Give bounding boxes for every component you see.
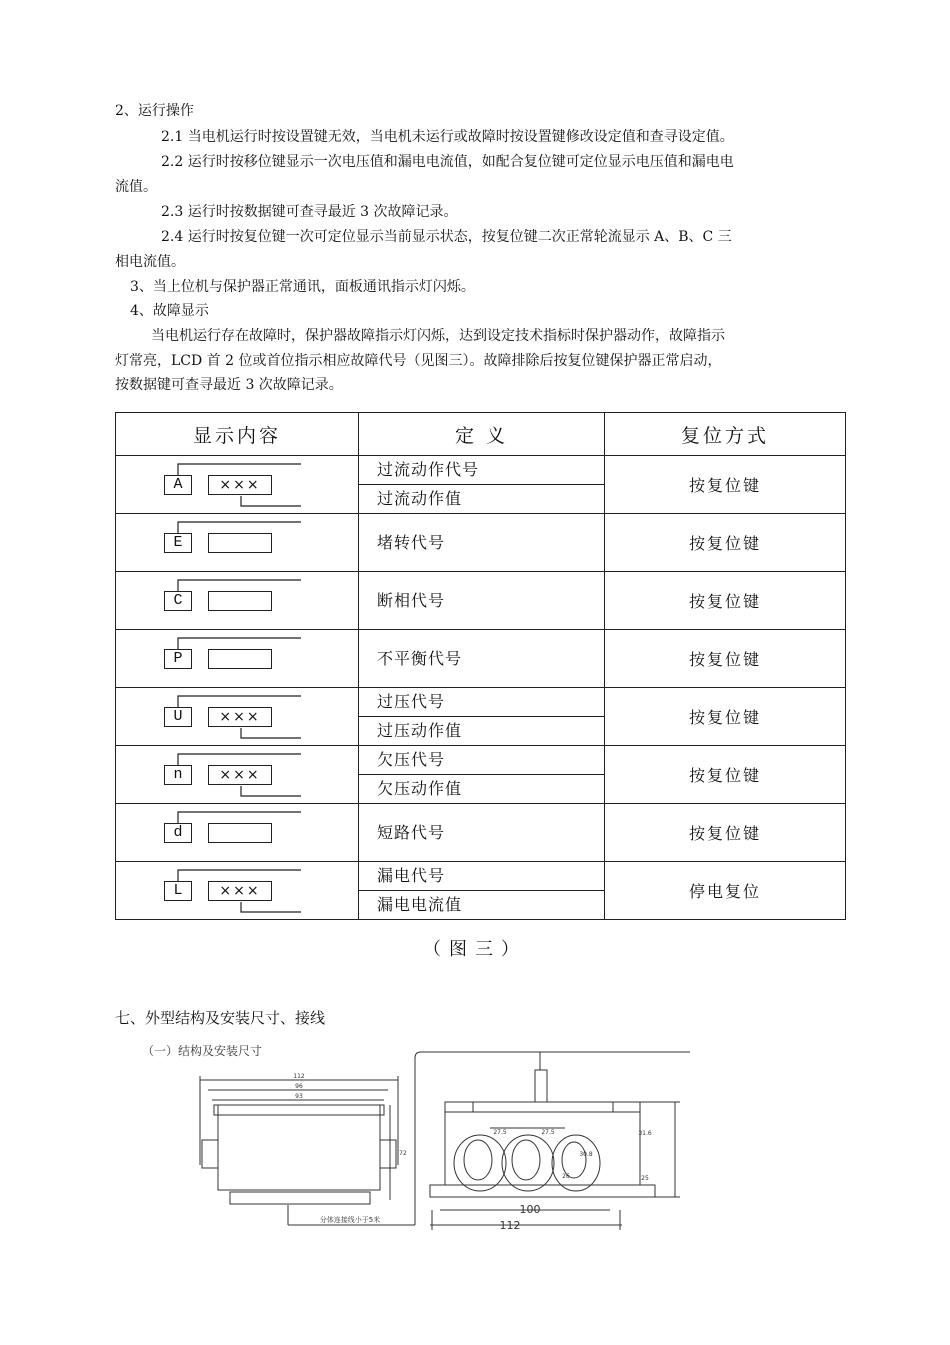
fault-code-box: C bbox=[164, 591, 192, 611]
value-box: ××× bbox=[208, 707, 272, 727]
table-row bbox=[116, 572, 846, 630]
paragraph-2-2-line2: 流值。 bbox=[115, 179, 157, 195]
fault-code-table bbox=[115, 412, 846, 920]
display-content-cell bbox=[116, 630, 359, 688]
definition-cell bbox=[359, 804, 605, 862]
definition-code-label: 过流动作代号 bbox=[359, 456, 604, 485]
dim-25: 25 bbox=[641, 1175, 649, 1182]
fault-code-box: n bbox=[164, 765, 192, 785]
table-row bbox=[116, 514, 846, 572]
section-heading: 2、运行操作 bbox=[115, 103, 194, 119]
table-row bbox=[116, 746, 846, 804]
paragraph-2-4-line1: 2.4 运行时按复位键一次可定位显示当前显示状态，按复位键二次正常轮流显示 A、B、C 三 bbox=[161, 229, 732, 245]
installation-drawing bbox=[190, 1050, 710, 1235]
reset-method-cell: 按复位键 bbox=[605, 630, 846, 688]
paragraph-3: 3、当上位机与保护器正常通讯，面板通讯指示灯闪烁。 bbox=[130, 279, 475, 295]
paragraph-2-2-line1: 2.2 运行时按移位键显示一次电压值和漏电电流值，如配合复位键可定位显示电压值和漏电电 bbox=[161, 154, 734, 170]
display-content-cell bbox=[116, 572, 359, 630]
table-row bbox=[116, 862, 846, 920]
dim-112-top: 112 bbox=[293, 1073, 305, 1080]
table-row bbox=[116, 630, 846, 688]
reset-method-cell: 按复位键 bbox=[605, 572, 846, 630]
definition-value-label: 漏电电流值 bbox=[377, 895, 463, 914]
dim-30-8: 30.8 bbox=[579, 1151, 593, 1158]
definition-cell bbox=[359, 688, 605, 746]
definition-value-label: 过压动作值 bbox=[377, 721, 463, 740]
paragraph-2-3: 2.3 运行时按数据键可查寻最近 3 次故障记录。 bbox=[161, 204, 458, 220]
value-box: ××× bbox=[208, 765, 272, 785]
dim-112-bottom: 112 bbox=[499, 1219, 521, 1232]
header-definition: 定 义 bbox=[359, 413, 605, 456]
paragraph-2-4-line2: 相电流值。 bbox=[115, 254, 185, 270]
figure-caption: （图三） bbox=[423, 939, 527, 960]
header-display: 显示内容 bbox=[116, 413, 359, 456]
paragraph-4-heading: 4、故障显示 bbox=[130, 303, 209, 319]
dim-96: 96 bbox=[295, 1083, 303, 1090]
dim-31-6: 31.6 bbox=[638, 1130, 652, 1137]
table-row bbox=[116, 688, 846, 746]
bracket-lines bbox=[116, 862, 316, 920]
bracket-lines bbox=[116, 572, 316, 630]
definition-value-label: 欠压动作值 bbox=[377, 779, 463, 798]
table-row bbox=[116, 456, 846, 514]
dim-26: 26 bbox=[562, 1173, 570, 1180]
display-content-cell bbox=[116, 804, 359, 862]
table-header-row bbox=[116, 413, 846, 456]
reset-method-cell: 按复位键 bbox=[605, 688, 846, 746]
fault-code-box: P bbox=[164, 649, 192, 669]
value-box: ××× bbox=[208, 881, 272, 901]
paragraph-4-line1: 当电机运行存在故障时，保护器故障指示灯闪烁，达到设定技术指标时保护器动作，故障指示 bbox=[151, 328, 725, 344]
fault-code-box: d bbox=[164, 823, 192, 843]
dim-27-5-a: 27.5 bbox=[493, 1129, 507, 1136]
paragraph-2-1: 2.1 当电机运行时按设置键无效，当电机未运行或故障时按设置键修改设定值和查寻设定值。 bbox=[161, 129, 734, 145]
fault-code-box: U bbox=[164, 707, 192, 727]
display-content-cell bbox=[116, 862, 359, 920]
fault-code-box: L bbox=[164, 881, 192, 901]
dim-100: 100 bbox=[519, 1203, 541, 1216]
definition-code-label: 过压代号 bbox=[359, 688, 604, 717]
display-content-cell bbox=[116, 746, 359, 804]
section-7-subheading: （一）结构及安装尺寸 bbox=[142, 1044, 263, 1058]
paragraph-4-line3: 按数据键可查寻最近 3 次故障记录。 bbox=[115, 377, 343, 393]
fault-code-box: E bbox=[164, 533, 192, 553]
definition-code-label: 堵转代号 bbox=[377, 532, 446, 552]
reset-method-cell: 停电复位 bbox=[605, 862, 846, 920]
reset-method-cell: 按复位键 bbox=[605, 746, 846, 804]
reset-method-cell: 按复位键 bbox=[605, 456, 846, 514]
reset-method-cell: 按复位键 bbox=[605, 804, 846, 862]
definition-cell bbox=[359, 514, 605, 572]
definition-code-label: 欠压代号 bbox=[359, 746, 604, 775]
definition-cell bbox=[359, 862, 605, 920]
fault-code-box: A bbox=[164, 475, 192, 495]
bracket-lines bbox=[116, 456, 316, 514]
display-content-cell bbox=[116, 514, 359, 572]
table-row bbox=[116, 804, 846, 862]
bracket-lines bbox=[116, 746, 316, 804]
reset-method-cell: 按复位键 bbox=[605, 514, 846, 572]
definition-code-label: 短路代号 bbox=[377, 822, 446, 842]
definition-cell bbox=[359, 572, 605, 630]
bracket-lines bbox=[116, 688, 316, 746]
definition-code-label: 漏电代号 bbox=[359, 862, 604, 891]
value-box: ××× bbox=[208, 475, 272, 495]
bracket-lines bbox=[116, 514, 316, 572]
bracket-lines bbox=[116, 630, 316, 688]
bracket-lines bbox=[116, 804, 316, 862]
header-reset: 复位方式 bbox=[605, 413, 846, 456]
dim-72: 72 bbox=[399, 1150, 407, 1157]
paragraph-4-line2: 灯常亮，LCD 首 2 位或首位指示相应故障代号（见图三）。故障排除后按复位键保护器正常启动， bbox=[115, 353, 722, 369]
display-content-cell bbox=[116, 456, 359, 514]
section-7-heading: 七、外型结构及安装尺寸、接线 bbox=[115, 1009, 326, 1027]
definition-cell bbox=[359, 746, 605, 804]
dim-93: 93 bbox=[295, 1093, 303, 1100]
definition-value-label: 过流动作值 bbox=[377, 489, 463, 508]
definition-code-label: 不平衡代号 bbox=[377, 648, 463, 668]
definition-cell bbox=[359, 456, 605, 514]
cable-note: 分体连接线小于5米 bbox=[319, 1216, 381, 1224]
definition-code-label: 断相代号 bbox=[377, 590, 446, 610]
display-content-cell bbox=[116, 688, 359, 746]
definition-cell bbox=[359, 630, 605, 688]
dim-27-5-b: 27.5 bbox=[541, 1129, 555, 1136]
